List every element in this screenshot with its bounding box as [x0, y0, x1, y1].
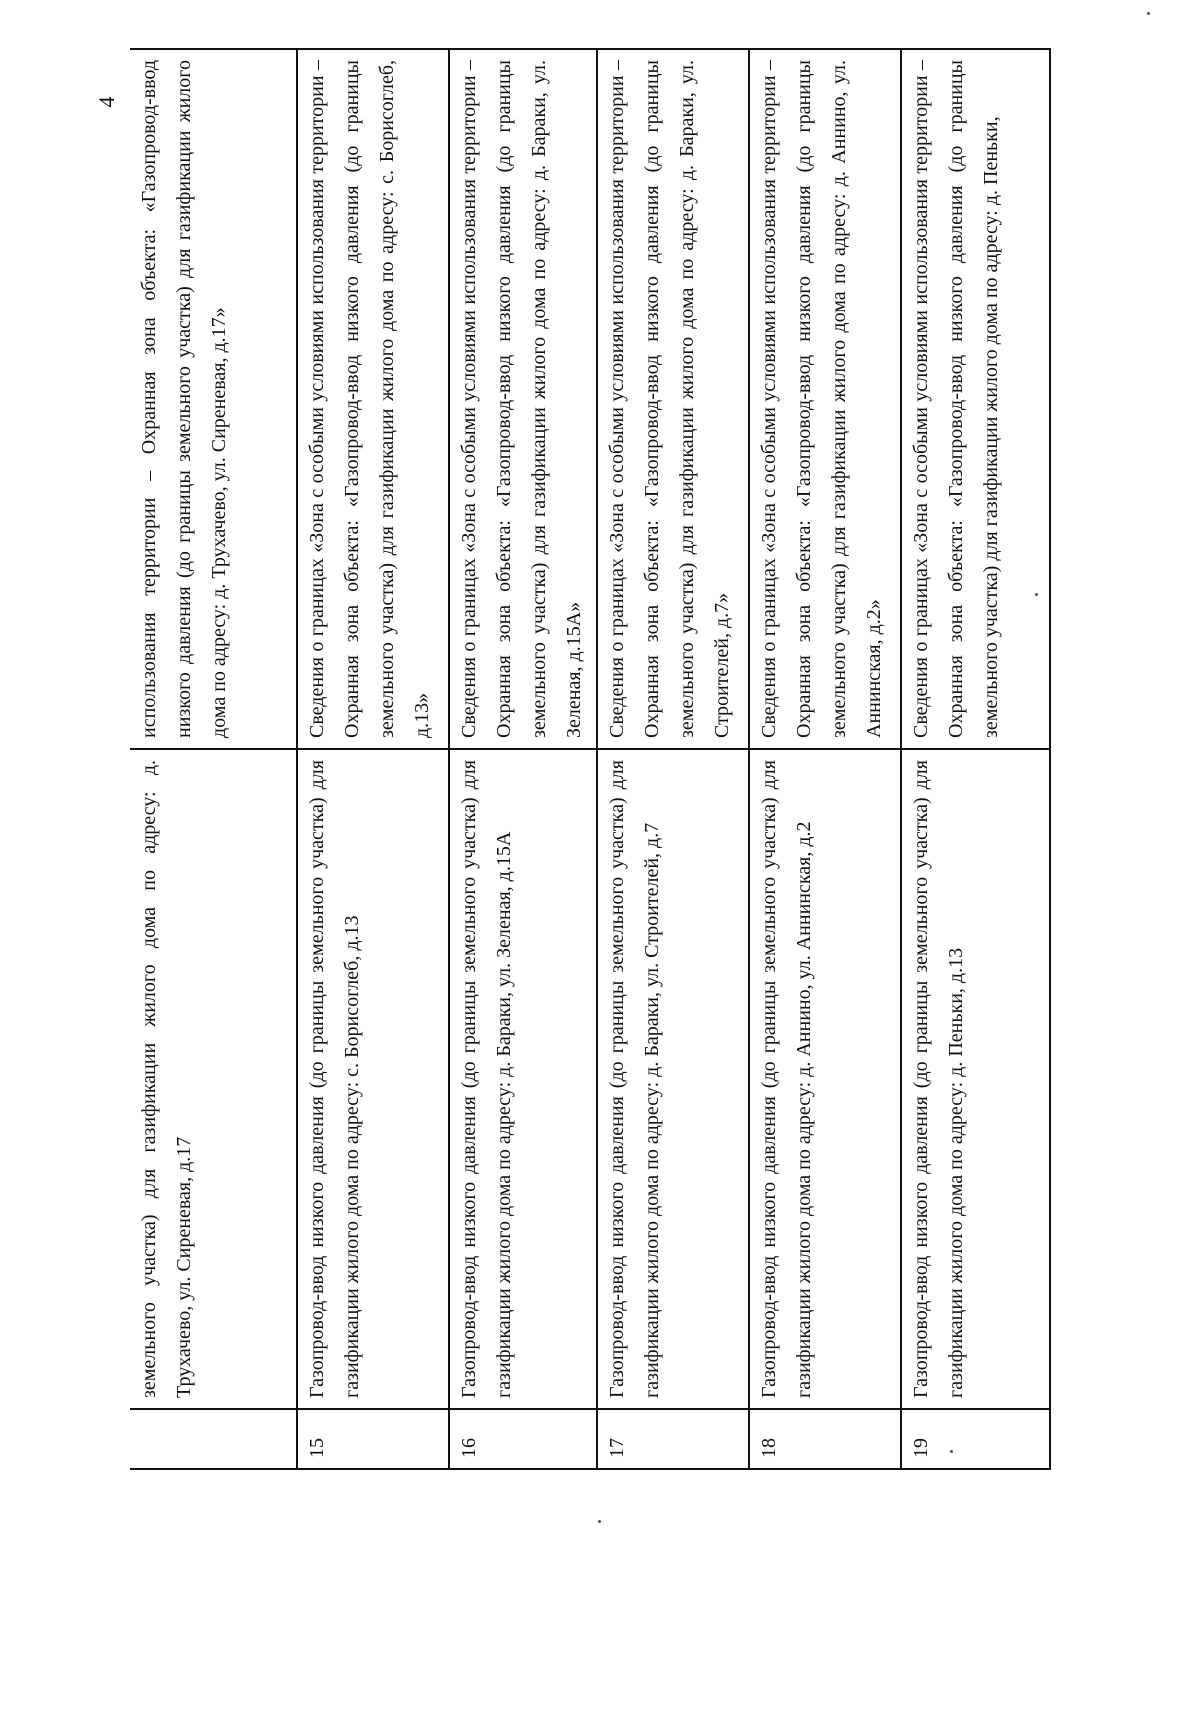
zone-info: Сведения о границах «Зона с особыми условиями использования территории – Охранная зона объекта: «Газопровод-ввод низкого давления (до границы земельного участка) для газификации жилого дома по адресу: с. Борисоглеб, д.13» — [297, 49, 449, 749]
object-description: Газопровод-ввод низкого давления (до границы земельного участка) для газификации жилого дома по адресу: д. Аннино, ул. Аннинская, д.2 — [749, 749, 901, 1409]
zone-info: Сведения о границах «Зона с особыми условиями использования территории – Охранная зона объекта: «Газопровод-ввод низкого давления (до границы земельного участка) для газификации жилого дома по адресу: д. Бараки, ул. Зеленая, д.15А» — [449, 49, 597, 749]
page-number: 4 — [94, 96, 119, 108]
zone-info: использования территории – Охранная зона объекта: «Газопровод-ввод низкого давления (до границы земельного участка) для газификации жилого дома по адресу: д. Трухачево, ул. Сиреневая, д.17» — [130, 49, 297, 749]
table-row — [749, 49, 901, 1469]
object-description: земельного участка) для газификации жилого дома по адресу: д. Трухачево, ул. Сиреневая, д.17 — [130, 749, 297, 1409]
row-number: 16 — [449, 1409, 597, 1469]
table-row — [597, 49, 749, 1469]
object-description: Газопровод-ввод низкого давления (до границы земельного участка) для газификации жилого дома по адресу: д. Пеньки, д.13 — [901, 749, 1050, 1409]
table-row — [130, 49, 297, 1469]
table-row — [297, 49, 449, 1469]
row-number: 17 — [597, 1409, 749, 1469]
document-table — [130, 48, 1051, 1470]
zone-info: Сведения о границах «Зона с особыми условиями использования территории – Охранная зона объекта: «Газопровод-ввод низкого давления (до границы земельного участка) для газификации жилого дома по адресу: д. Бараки, ул. Строителей, д.7» — [597, 49, 749, 749]
object-description: Газопровод-ввод низкого давления (до границы земельного участка) для газификации жилого дома по адресу: д. Бараки, ул. Зеленая, д.15А — [449, 749, 597, 1409]
zone-info: Сведения о границах «Зона с особыми условиями использования территории – Охранная зона объекта: «Газопровод-ввод низкого давления (до границы земельного участка) для газификации жилого дома по адресу: д. Аннино, ул. Аннинская, д.2» — [749, 49, 901, 749]
rotated-table-container — [130, 50, 1050, 1470]
row-number: 19 — [901, 1409, 1050, 1469]
object-description: Газопровод-ввод низкого давления (до границы земельного участка) для газификации жилого дома по адресу: д. Бараки, ул. Строителей, д.7 — [597, 749, 749, 1409]
scan-speck — [598, 1520, 601, 1523]
object-description: Газопровод-ввод низкого давления (до границы земельного участка) для газификации жилого дома по адресу: с. Борисоглеб, д.13 — [297, 749, 449, 1409]
table-row — [449, 49, 597, 1469]
row-number: 15 — [297, 1409, 449, 1469]
scan-speck — [1147, 12, 1150, 15]
zone-info: Сведения о границах «Зона с особыми условиями использования территории – Охранная зона объекта: «Газопровод-ввод низкого давления (до границы земельного участка) для газификации жилого дома по адресу: д. Пеньки, — [901, 49, 1050, 749]
table-row — [901, 49, 1050, 1469]
row-number — [130, 1409, 297, 1469]
row-number: 18 — [749, 1409, 901, 1469]
